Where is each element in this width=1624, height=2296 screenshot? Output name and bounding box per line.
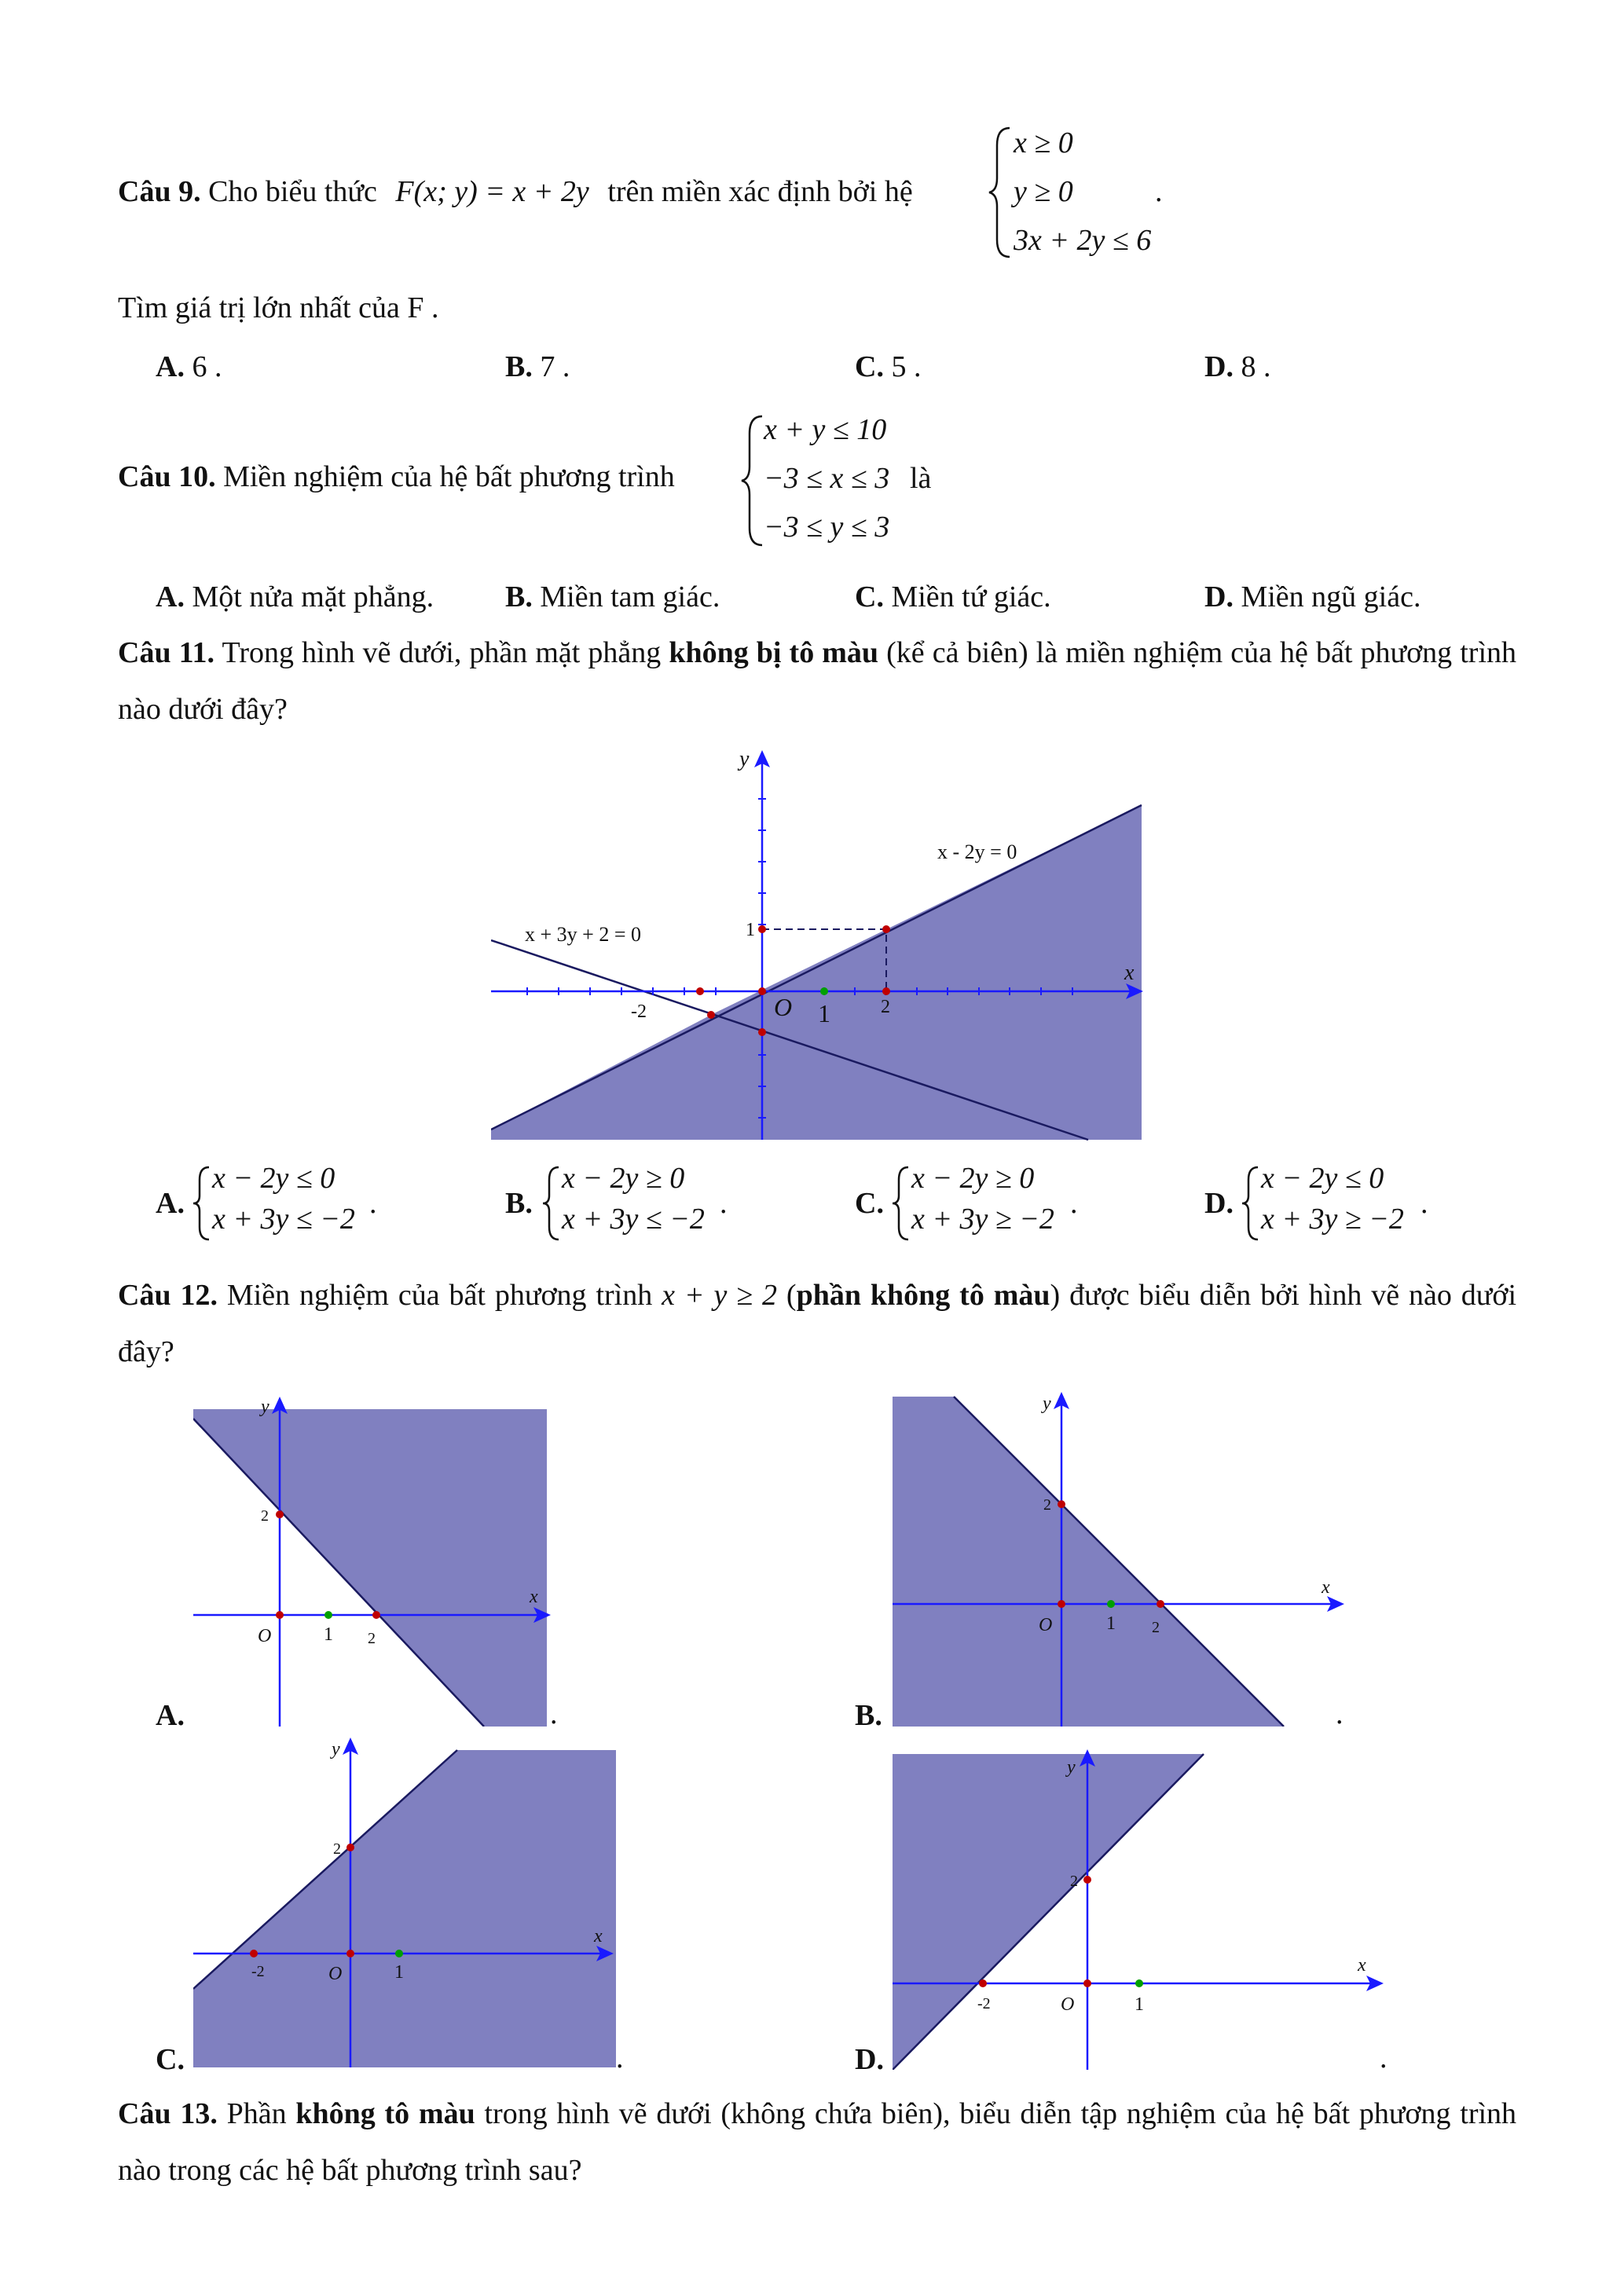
- q10-text: Miền nghiệm của hệ bất phương trình: [223, 460, 675, 493]
- q13-stem: Câu 13. Phần không tô màu trong hình vẽ dưới (không chứa biên), biểu diễn tập nghiệm của hệ bất phương trình nào trong các hệ bất phương trình sau?: [118, 2097, 1517, 2187]
- q12-c-dot-x1: [395, 1950, 403, 1957]
- q10-label: Câu 10.: [118, 460, 216, 493]
- q12-a-y-label: y: [261, 1397, 269, 1417]
- q12-graph-a: [193, 1397, 555, 1727]
- q10-option-b: B. Miền tam giác.: [505, 580, 720, 613]
- q12-a-dot-x2: [372, 1611, 380, 1619]
- q11-y-label: y: [739, 750, 750, 771]
- q12-stem: Câu 12. Miền nghiệm của bất phương trình x + y ≥ 2 (phần không tô màu) được biểu diễn bởi hình vẽ nào dưới đây?: [118, 1279, 1517, 1368]
- q12-a-dot-origin: [276, 1611, 284, 1619]
- q9-brace: [986, 122, 1017, 263]
- q11-option-c: C. x − 2y ≥ 0 x + 3y ≥ −2: [855, 1161, 1114, 1240]
- q9-label: Câu 9.: [118, 175, 201, 208]
- q12-graph-a-label: A.: [156, 1699, 185, 1732]
- q11-tick-2x: 2: [881, 997, 890, 1017]
- q12-d-dot-x1: [1135, 1979, 1143, 1987]
- q12-d-y-label: y: [1067, 1757, 1076, 1778]
- q12-b-dot-y2: [1058, 1500, 1065, 1508]
- q11-dot-1x: [820, 987, 828, 995]
- q11-dot-yint: [758, 1028, 766, 1036]
- q12-b-x-label: x: [1322, 1577, 1330, 1598]
- q12-graph-c-label: C.: [156, 2043, 185, 2076]
- q9-option-b: B. 7 .: [505, 350, 570, 383]
- q12-graph-c: [193, 1738, 618, 2067]
- q11-option-b: B. x − 2y ≥ 0 x + 3y ≤ −2: [505, 1161, 764, 1240]
- q12-b-dot-x1: [1107, 1600, 1115, 1608]
- q12-c-x-label: x: [594, 1926, 603, 1946]
- q9-period: .: [1155, 175, 1163, 208]
- q12-b-tick-1: 1: [1106, 1613, 1116, 1634]
- q11-option-c-period: .: [1070, 1187, 1078, 1220]
- q12-d-tick-m2: -2: [977, 1995, 991, 2012]
- q12-c-dot-xm2: [250, 1950, 258, 1957]
- q12-c-tick-y: 2: [333, 1840, 341, 1858]
- q11-tick-1y: 1: [746, 920, 755, 940]
- q12-b-shade: [893, 1397, 1284, 1727]
- q9-text-a: Cho biểu thức: [208, 175, 377, 208]
- q12-graph-d-period: .: [1380, 2041, 1388, 2074]
- q12-expr: x + y ≥ 2: [662, 1279, 777, 1312]
- q11-dot-m2x: [696, 987, 704, 995]
- q12-c-dot-origin: [346, 1950, 354, 1957]
- q12-d-tick-y: 2: [1070, 1873, 1078, 1890]
- q12-a-dot-x1: [324, 1611, 332, 1619]
- q11-bold: không bị tô màu: [669, 636, 879, 669]
- q9-expr: F(x; y) = x + 2y: [395, 175, 589, 208]
- q12-graph-b-label: B.: [855, 1699, 882, 1732]
- q12-graph-d-label: D.: [855, 2043, 884, 2076]
- q12-d-origin: O: [1061, 1994, 1075, 2015]
- q12-d-x-label: x: [1358, 1955, 1366, 1976]
- q12-c-tick-m2: -2: [251, 1963, 265, 1980]
- q12-a-tick-y: 2: [261, 1507, 269, 1525]
- q9-option-d: D. 8 .: [1204, 350, 1271, 383]
- q12-b-dot-origin: [1058, 1600, 1065, 1608]
- q11-graph: [491, 750, 1143, 1143]
- q12-a-shade-2: [193, 1409, 547, 1727]
- q10-line1: [118, 460, 675, 496]
- q9-line1: [118, 174, 913, 211]
- q11-line1-label: x - 2y = 0: [937, 840, 1017, 863]
- q10-option-d: D. Miền ngũ giác.: [1204, 580, 1421, 613]
- q11-tick-m2x: -2: [631, 1002, 647, 1022]
- q12-graph-b: [893, 1390, 1348, 1727]
- q9-sys-2: y ≥ 0: [1014, 175, 1073, 208]
- q12-graph-d: [893, 1748, 1388, 2070]
- q10-option-a: A. Một nửa mặt phẳng.: [156, 580, 434, 613]
- q13-label: Câu 13.: [118, 2097, 218, 2130]
- q12-graph-c-period: .: [616, 2041, 624, 2074]
- q12-a-dot-y2: [276, 1511, 284, 1518]
- q11-origin: O: [774, 993, 793, 1021]
- q12-d-dot-origin: [1083, 1979, 1091, 1987]
- q12-d-dot-xm2: [979, 1979, 987, 1987]
- q11-tick-1x: 1: [818, 999, 830, 1027]
- q11-option-d-period: .: [1421, 1187, 1428, 1220]
- q12-graph-a-period: .: [550, 1697, 558, 1730]
- q12-c-dot-y2: [346, 1844, 354, 1851]
- q9-sys-3: 3x + 2y ≤ 6: [1014, 224, 1152, 257]
- q12-c-tick-1: 1: [394, 1962, 404, 1983]
- q12-a-tick-1: 1: [324, 1624, 333, 1645]
- q11-dot-2x1y: [882, 925, 890, 933]
- q10-sys-3: −3 ≤ y ≤ 3: [764, 511, 890, 544]
- q11-option-a: A. x − 2y ≤ 0 x + 3y ≤ −2: [156, 1161, 415, 1240]
- q12-a-origin: O: [258, 1626, 272, 1646]
- q9-option-c: C. 5 .: [855, 350, 922, 383]
- q12-b-dot-x2: [1157, 1600, 1164, 1608]
- q10-after: là: [910, 462, 932, 495]
- q9-text-b: trên miền xác định bởi hệ: [607, 175, 913, 208]
- q9-line2: Tìm giá trị lớn nhất của F .: [118, 291, 439, 324]
- q12-label: Câu 12.: [118, 1279, 218, 1312]
- q12-c-y-label: y: [332, 1739, 340, 1760]
- q12-c-origin: O: [328, 1964, 343, 1984]
- q12-b-y-label: y: [1043, 1393, 1051, 1414]
- q10-sys-1: x + y ≤ 10: [764, 413, 887, 446]
- q12-a-x-label: x: [530, 1587, 538, 1607]
- q11-dot-2x: [882, 987, 890, 995]
- q11-stem: Câu 11. Trong hình vẽ dưới, phần mặt phẳng không bị tô màu (kể cả biên) là miền nghiệm của hệ bất phương trình nào dưới đây?: [118, 636, 1516, 726]
- q12-b-origin: O: [1039, 1615, 1053, 1635]
- q12-b-tick-y: 2: [1043, 1496, 1051, 1514]
- q11-dot-origin: [758, 987, 766, 995]
- q10-option-c: C. Miền tứ giác.: [855, 580, 1051, 613]
- q11-x-label: x: [1124, 961, 1135, 985]
- q12-graph-b-period: .: [1336, 1697, 1344, 1730]
- q12-a-tick-2: 2: [368, 1630, 376, 1647]
- q13-bold: không tô màu: [295, 2097, 475, 2130]
- q12-bold: phần không tô màu: [796, 1279, 1050, 1312]
- q9-option-a: A. 6 .: [156, 350, 222, 383]
- q11-option-b-period: .: [720, 1187, 728, 1220]
- q12-d-tick-1: 1: [1135, 1994, 1144, 2015]
- q11-line2-label: x + 3y + 2 = 0: [525, 923, 641, 946]
- q10-sys-2: −3 ≤ x ≤ 3: [764, 462, 890, 495]
- q11-dot-intersection: [707, 1011, 715, 1019]
- q11-option-a-period: .: [369, 1187, 377, 1220]
- q11-label: Câu 11.: [118, 636, 215, 669]
- q12-d-dot-y2: [1083, 1876, 1091, 1884]
- q12-b-tick-2: 2: [1152, 1619, 1160, 1636]
- q11-option-d: D. x − 2y ≤ 0 x + 3y ≥ −2: [1204, 1161, 1464, 1240]
- q9-sys-1: x ≥ 0: [1014, 126, 1073, 159]
- q11-dot-1y: [758, 925, 766, 933]
